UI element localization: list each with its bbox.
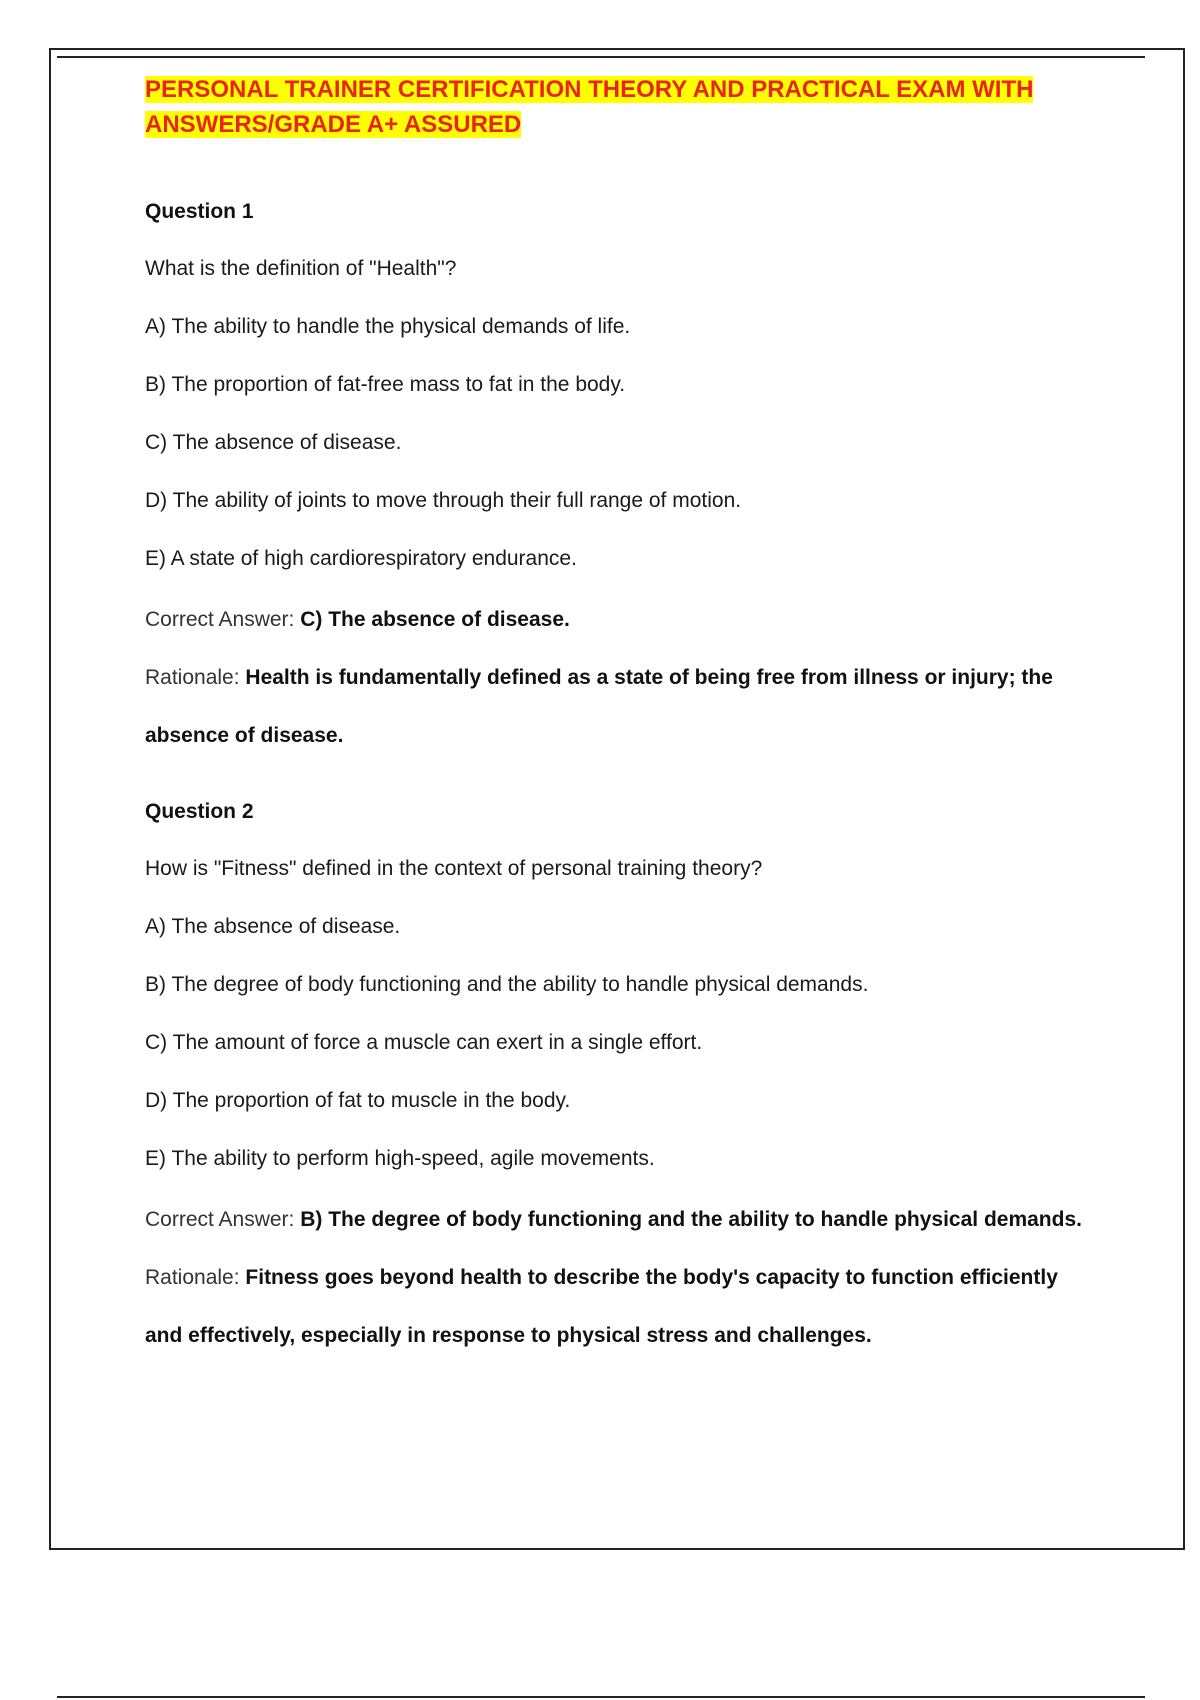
answer-value: C) The absence of disease.: [300, 608, 570, 631]
question-heading: Question 1: [145, 200, 254, 223]
rationale-label: Rationale:: [145, 1266, 240, 1289]
correct-answer: [145, 591, 1095, 649]
question-heading: Question 2: [145, 800, 254, 823]
correct-answer: [145, 1191, 1095, 1249]
question-block: [145, 799, 1095, 1365]
answer-label: Correct Answer:: [145, 1208, 295, 1231]
option-list: [145, 314, 1095, 572]
rationale-label: Rationale:: [145, 666, 240, 689]
option-item: C) The absence of disease.: [145, 431, 402, 454]
answer-label: Correct Answer:: [145, 608, 295, 631]
rationale: [145, 1249, 1095, 1365]
question-text: How is "Fitness" defined in the context of personal training theory?: [145, 857, 763, 880]
title-line-1: PERSONAL TRAINER CERTIFICATION THEORY AND PRACTICAL EXAM WITH: [145, 76, 1034, 103]
option-item: A) The absence of disease.: [145, 915, 401, 938]
option-item: A) The ability to handle the physical demands of life.: [145, 315, 631, 338]
option-item: E) A state of high cardiorespiratory endurance.: [145, 547, 577, 570]
footer-rule: [57, 1696, 1145, 1698]
rationale: [145, 649, 1095, 765]
document-title: [145, 72, 1095, 142]
question-text: What is the definition of "Health"?: [145, 257, 457, 280]
answer-value: B) The degree of body functioning and the ability to handle physical demands.: [300, 1208, 1082, 1231]
rationale-text: Health is fundamentally defined as a state of being free from illness or injury; the absence of disease.: [145, 666, 1053, 747]
option-item: B) The degree of body functioning and the ability to handle physical demands.: [145, 973, 869, 996]
header-rule: [57, 56, 1145, 58]
rationale-text: Fitness goes beyond health to describe the body's capacity to function efficiently and effectively, especially in response to physical stress and challenges.: [145, 1266, 1058, 1347]
option-item: D) The ability of joints to move through their full range of motion.: [145, 489, 742, 512]
option-item: C) The amount of force a muscle can exert in a single effort.: [145, 1031, 703, 1054]
option-item: E) The ability to perform high-speed, agile movements.: [145, 1147, 655, 1170]
question-block: [145, 199, 1095, 765]
option-item: D) The proportion of fat to muscle in the body.: [145, 1089, 571, 1112]
option-item: B) The proportion of fat-free mass to fat in the body.: [145, 373, 626, 396]
title-line-2: ANSWERS/GRADE A+ ASSURED: [145, 111, 522, 138]
option-list: [145, 914, 1095, 1172]
document-body: [145, 72, 1095, 1365]
